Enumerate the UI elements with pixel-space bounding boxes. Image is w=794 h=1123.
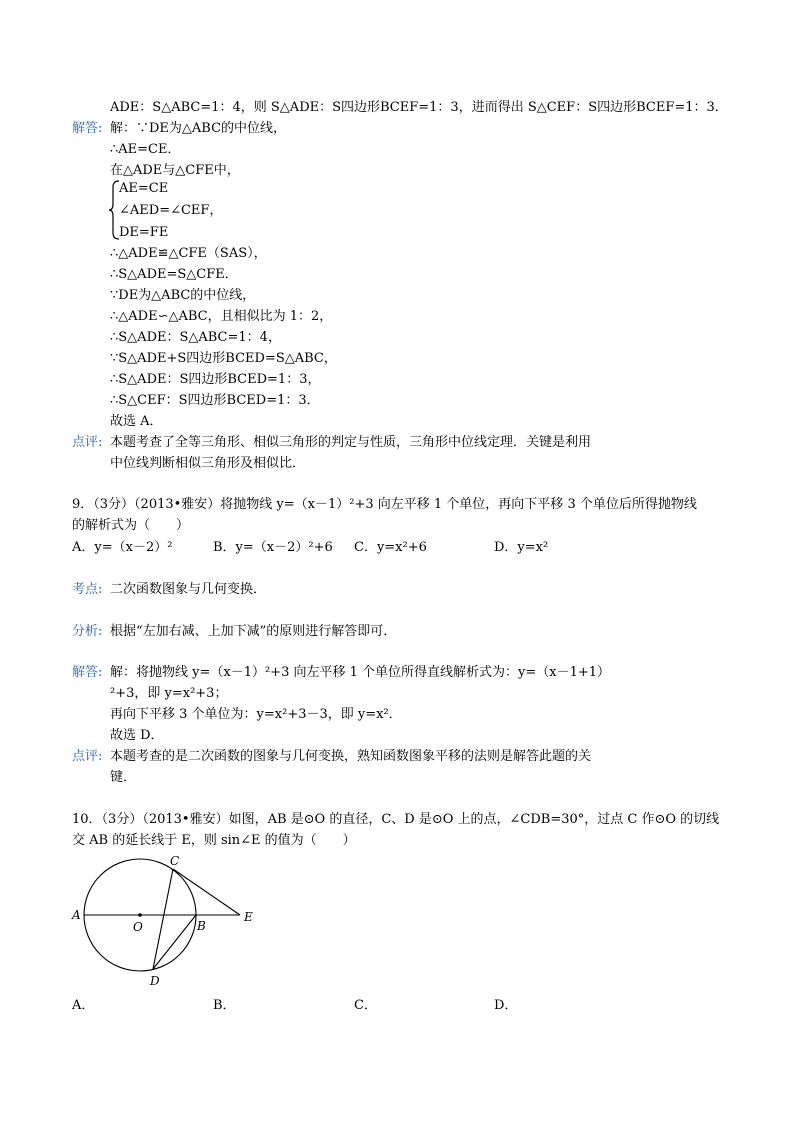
answer-line: 解：∵DE为△ABC的中位线， [110,121,287,136]
comment-label: 点评: [72,749,103,764]
option-b: B．y=（x－2）²+6 [213,540,333,555]
label-o: O [133,920,143,934]
option-c: C．y=x²+6 [354,540,427,555]
comment-line: 本题考查了全等三角形、相似三角形的判定与性质，三角形中位线定理．关键是利用 [110,435,592,450]
answer-line: 再向下平移 3 个单位为：y=x²+3－3，即 y=x²． [110,707,402,722]
question-stem: 9．（3分）（2013•雅安）将抛物线 y=（x－1）²+3 向左平移 1 个单位，再向下平移 3 个单位后所得抛物线 [72,497,697,512]
answer-line: 故选 D． [110,728,164,743]
question-stem: 10．（3分）（2013•雅安）如图，AB 是⊙O 的直径，C、D 是⊙O 上的点，∠CDB=30°，过点 C 作⊙O 的切线 [72,812,720,827]
answer-line: ∴S△ADE：S四边形BCED=1：3， [110,372,321,387]
option-d: D．y=x² [494,540,549,555]
answer-line: ∴S△CEF：S四边形BCED=1：3． [110,393,320,408]
option-c: C． [354,998,377,1013]
comment-line: 本题考查的是二次函数的图象与几何变换，熟知函数图象平移的法则是解答此题的关 [110,749,592,764]
comment-label: 点评: [72,435,103,450]
comment-line: 中位线判断相似三角形及相似比． [110,456,306,471]
label-e: E [244,910,253,924]
option-a: A． [72,998,95,1013]
answer-line: 故选 A． [110,414,163,429]
system-equation: AE=CE [119,181,169,196]
question-stem: 的解析式为（ ） [72,518,190,533]
point-label: 考点: [72,582,103,597]
continued-line: ADE：S△ABC=1：4，则 S△ADE：S四边形BCEF=1：3，进而得出 S△CEF：S四边形BCEF=1：3． [110,100,728,115]
point-text: 二次函数图象与几何变换． [110,582,267,597]
tangent-ce [173,869,240,915]
answer-label: 解答: [72,665,103,680]
analysis-label: 分析: [72,624,103,639]
answer-line: ²+3，即 y=x²+3； [110,686,228,701]
answer-line: ∴S△ADE=S△CFE． [110,267,238,282]
comment-line: 键． [110,770,137,785]
system-equation: ∠AED=∠CEF， [119,203,223,218]
answer-line: ∴S△ADE：S△ABC=1：4， [110,330,281,345]
label-b: B [197,919,206,933]
option-b: B． [213,998,236,1013]
circle-figure [66,853,266,991]
answer-line: ∴△ADE∽△ABC，且相似比为 1：2， [110,309,333,324]
answer-line: 在△ADE与△CFE中， [110,163,240,178]
answer-line: ∴AE=CE． [110,142,181,157]
option-d: D． [494,998,518,1013]
answer-line: ∵DE为△ABC的中位线， [110,288,256,303]
analysis-text: 根据“左加右减、上加下减”的原则进行解答即可． [110,624,397,639]
answer-line: 解：将抛物线 y=（x－1）²+3 向左平移 1 个单位所得直线解析式为：y=（x－1+1） [110,665,611,680]
chord-cd [153,869,173,969]
option-a: A．y=（x－2）² [72,540,173,555]
center-dot [138,913,142,917]
answer-line: ∴△ADE≌△CFE（SAS）， [110,246,267,261]
label-c: C [170,854,180,868]
answer-label: 解答: [72,121,103,136]
question-stem: 交 AB 的延长线于 E，则 sin∠E 的值为（ ） [72,833,356,848]
label-a: A [72,908,81,922]
label-d: D [150,974,160,988]
system-equation: DE=FE [119,225,169,240]
answer-line: ∵S△ADE+S四边形BCED=S△ABC， [110,351,337,366]
